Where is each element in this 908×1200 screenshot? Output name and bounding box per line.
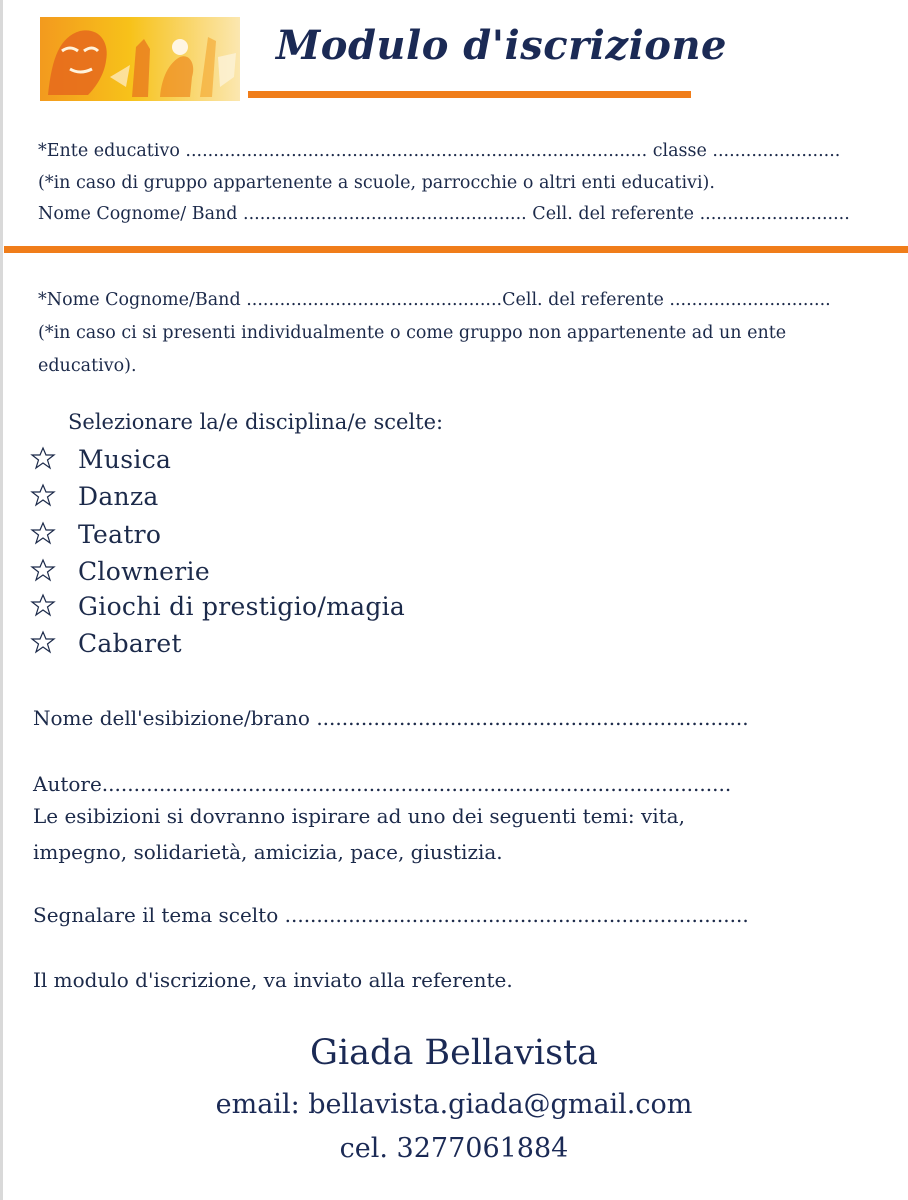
school-name-field[interactable]: Nome Cognome/ Band ................................................... Cell. del referente ........................... bbox=[38, 204, 850, 224]
discipline-label: Teatro bbox=[78, 519, 162, 549]
discipline-option-clownerie[interactable] bbox=[30, 554, 210, 588]
discipline-label: Musica bbox=[78, 444, 172, 474]
contact-email[interactable]: email: bellavista.giada@gmail.com bbox=[215, 1089, 693, 1120]
section-divider bbox=[4, 246, 908, 253]
discipline-label: Cabaret bbox=[78, 628, 182, 658]
discipline-label: Danza bbox=[78, 481, 159, 511]
form-title: Modulo d'iscrizione bbox=[276, 22, 727, 69]
author-field[interactable]: Autore................................................................................................... bbox=[33, 772, 732, 796]
star-icon bbox=[30, 521, 56, 547]
themes-text-line2: impegno, solidarietà, amicizia, pace, giustizia. bbox=[33, 840, 503, 864]
discipline-option-teatro[interactable] bbox=[30, 517, 161, 551]
disciplines-heading: Selezionare la/e disciplina/e scelte: bbox=[68, 410, 444, 434]
individual-note-line2: educativo). bbox=[38, 356, 137, 376]
logo-image bbox=[40, 17, 240, 101]
send-instructions: Il modulo d'iscrizione, va inviato alla referente. bbox=[33, 968, 513, 992]
discipline-option-danza[interactable] bbox=[30, 479, 159, 513]
star-icon bbox=[30, 446, 56, 472]
contact-phone[interactable]: cel. 3277061884 bbox=[339, 1133, 569, 1164]
discipline-option-magia[interactable] bbox=[30, 589, 405, 623]
discipline-option-cabaret[interactable] bbox=[30, 626, 182, 660]
star-icon bbox=[30, 630, 56, 656]
page-left-border bbox=[0, 0, 3, 1200]
theme-choice-field[interactable]: Segnalare il tema scelto ......................................................................... bbox=[33, 903, 749, 927]
contact-name: Giada Bellavista bbox=[310, 1033, 598, 1073]
star-icon bbox=[30, 483, 56, 509]
discipline-label: Clownerie bbox=[78, 556, 210, 586]
star-icon bbox=[30, 558, 56, 584]
star-icon bbox=[30, 593, 56, 619]
discipline-label: Giochi di prestigio/magia bbox=[78, 591, 406, 621]
themes-text-line1: Le esibizioni si dovranno ispirare ad uno dei seguenti temi: vita, bbox=[33, 804, 685, 828]
title-underline bbox=[248, 91, 691, 98]
ente-educativo-field[interactable]: *Ente educativo ................................................................................... classe ....................... bbox=[38, 141, 841, 161]
individual-note-line1: (*in caso ci si presenti individualmente o come gruppo non appartenente ad un ente bbox=[38, 323, 787, 343]
discipline-option-musica[interactable] bbox=[30, 442, 171, 476]
individual-name-field[interactable]: *Nome Cognome/Band ..............................................Cell. del referente ............................. bbox=[38, 290, 831, 310]
performance-name-field[interactable]: Nome dell'esibizione/brano .................................................................... bbox=[33, 706, 749, 730]
ente-educativo-note: (*in caso di gruppo appartenente a scuole, parrocchie o altri enti educativi). bbox=[38, 173, 715, 193]
